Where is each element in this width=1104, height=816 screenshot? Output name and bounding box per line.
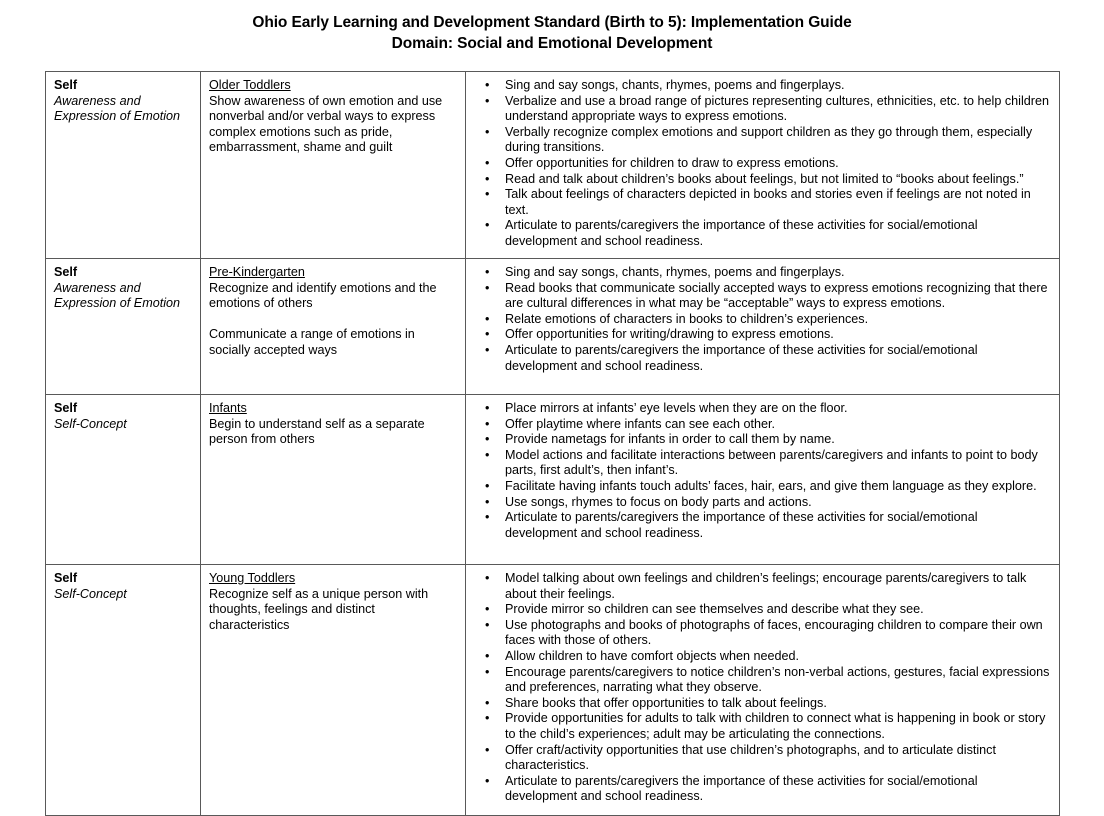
bullet-icon: •: [485, 695, 490, 710]
list-item: [474, 774, 1052, 805]
strategy-text: Offer craft/activity opportunities that use children’s photographs, and to articulate distinct characteristics.: [505, 742, 996, 773]
page-title: [0, 0, 1104, 54]
standard-description: Recognize self as a unique person with thoughts, feelings and distinct characteristics: [209, 586, 429, 632]
list-item: [474, 696, 1052, 712]
strategies-cell: [466, 565, 1060, 816]
list-item: [474, 156, 1052, 172]
list-item: [474, 401, 1052, 417]
strategy-text: Read books that communicate socially accepted ways to express emotions recognizing that there are cultural differences in what may be “acceptable” ways to express emotions.: [505, 280, 1048, 311]
strand-name: Self: [54, 571, 78, 585]
list-item: [474, 743, 1052, 774]
strategy-text: Model actions and facilitate interactions between parents/caregivers and infants to point to body parts, first adult’s, then infant’s.: [505, 447, 1038, 478]
strand-cell: [46, 259, 201, 395]
list-item: [474, 649, 1052, 665]
standard-cell: [201, 395, 466, 565]
list-item: [474, 618, 1052, 649]
strategies-cell: [466, 259, 1060, 395]
standards-table-body: [46, 72, 1060, 816]
substrand-name: Self-Concept: [54, 416, 127, 431]
bullet-icon: •: [485, 742, 490, 757]
strand-cell: [46, 395, 201, 565]
strand-cell: [46, 72, 201, 259]
strategy-text: Provide mirror so children can see themselves and describe what they see.: [505, 602, 924, 617]
strategy-text: Offer opportunities for children to draw to express emotions.: [505, 155, 839, 170]
table-row: [46, 395, 1060, 565]
list-item: [474, 479, 1052, 495]
strategy-text: Offer playtime where infants can see each other.: [505, 416, 775, 431]
bullet-icon: •: [485, 711, 490, 726]
substrand-name: Self-Concept: [54, 586, 127, 601]
strategy-text: Place mirrors at infants’ eye levels when they are on the floor.: [505, 401, 848, 415]
strategy-text: Talk about feelings of characters depicted in books and stories even if feelings are not noted in text.: [505, 187, 1031, 217]
strategy-text: Articulate to parents/caregivers the importance of these activities for social/emotional development and school readiness.: [505, 218, 978, 248]
bullet-icon: •: [485, 327, 490, 342]
bullet-icon: •: [485, 447, 490, 462]
bullet-icon: •: [485, 510, 490, 525]
standard-description: Communicate a range of emotions in socially accepted ways: [209, 327, 415, 357]
bullet-icon: •: [485, 478, 490, 493]
list-item: [474, 711, 1052, 742]
strategy-text: Articulate to parents/caregivers the importance of these activities for social/emotional development and school readiness.: [505, 773, 978, 804]
strategy-text: Facilitate having infants touch adults’ faces, hair, ears, and give them language as they explore.: [505, 478, 1037, 493]
bullet-icon: •: [485, 401, 490, 415]
strategy-text: Use photographs and books of photographs of faces, encouraging children to compare their own faces with those of others.: [505, 617, 1043, 648]
bullet-icon: •: [485, 218, 490, 233]
age-group-label: Older Toddlers: [209, 78, 291, 92]
list-item: [474, 327, 1052, 343]
age-group-label: Pre-Kindergarten: [209, 265, 305, 279]
list-item: [474, 665, 1052, 696]
strategy-text: Model talking about own feelings and children’s feelings; encourage parents/caregivers to talk about their feelings.: [505, 571, 1027, 601]
standards-table-container: [45, 71, 1059, 816]
standard-cell: [201, 72, 466, 259]
list-item: [474, 448, 1052, 479]
standard-description: Recognize and identify emotions and the emotions of others: [209, 280, 437, 311]
strategy-text: Verbalize and use a broad range of pictures representing cultures, ethnicities, etc. to help children understand appropriate ways to express emotions.: [505, 93, 1049, 124]
page-title-line-2: Domain: Social and Emotional Development: [391, 35, 713, 52]
bullet-icon: •: [485, 664, 490, 679]
list-item: [474, 172, 1052, 188]
strategies-list: [474, 401, 1052, 541]
substrand-name: Awareness and Expression of Emotion: [54, 93, 180, 124]
list-item: [474, 417, 1052, 433]
bullet-icon: •: [485, 773, 490, 788]
age-group-label: Young Toddlers: [209, 571, 296, 585]
strategy-text: Provide opportunities for adults to talk with children to connect what is happening in book or story to the child’s experiences; adult may be articulating the connections.: [505, 711, 1046, 741]
strategy-text: Sing and say songs, chants, rhymes, poems and fingerplays.: [505, 265, 845, 279]
substrand-name: Awareness and Expression of Emotion: [54, 280, 180, 311]
bullet-icon: •: [485, 602, 490, 617]
strategy-text: Verbally recognize complex emotions and support children as they go through them, especially during transitions.: [505, 124, 1033, 155]
strategies-cell: [466, 72, 1060, 259]
strategy-text: Provide nametags for infants in order to call them by name.: [505, 432, 835, 447]
strategy-text: Encourage parents/caregivers to notice children’s non-verbal actions, gestures, facial expressions and preferences, narrating what they observe.: [505, 664, 1050, 695]
bullet-icon: •: [485, 342, 490, 357]
list-item: [474, 218, 1052, 249]
bullet-icon: •: [485, 93, 490, 108]
bullet-icon: •: [485, 311, 490, 326]
strategy-text: Share books that offer opportunities to talk about feelings.: [505, 695, 827, 710]
strategy-text: Use songs, rhymes to focus on body parts and actions.: [505, 494, 812, 509]
list-item: [474, 94, 1052, 125]
bullet-icon: •: [485, 571, 490, 585]
list-item: [474, 510, 1052, 541]
bullet-icon: •: [485, 494, 490, 509]
table-row: [46, 72, 1060, 259]
bullet-icon: •: [485, 432, 490, 447]
age-group-label: Infants: [209, 401, 247, 415]
strategy-text: Sing and say songs, chants, rhymes, poems and fingerplays.: [505, 78, 845, 92]
bullet-icon: •: [485, 155, 490, 170]
table-row: [46, 259, 1060, 395]
bullet-icon: •: [485, 265, 490, 279]
strategy-text: Articulate to parents/caregivers the importance of these activities for social/emotional development and school readiness.: [505, 342, 978, 373]
standards-table: [45, 71, 1060, 816]
bullet-icon: •: [485, 171, 490, 186]
strategies-list: [474, 571, 1052, 805]
list-item: [474, 281, 1052, 312]
list-item: [474, 602, 1052, 618]
list-item: [474, 125, 1052, 156]
bullet-icon: •: [485, 617, 490, 632]
list-item: [474, 495, 1052, 511]
strand-cell: [46, 565, 201, 816]
list-item: [474, 78, 1052, 94]
standard-description: Show awareness of own emotion and use nonverbal and/or verbal ways to express complex emotions such as pride, embarrassment, shame and guilt: [209, 93, 443, 155]
strand-name: Self: [54, 78, 78, 92]
strategy-text: Read and talk about children’s books about feelings, but not limited to “books about feelings.”: [505, 171, 1024, 186]
page-title-line-1: Ohio Early Learning and Development Standard (Birth to 5): Implementation Guide: [252, 14, 852, 31]
list-item: [474, 312, 1052, 328]
bullet-icon: •: [485, 280, 490, 295]
list-item: [474, 432, 1052, 448]
strategy-text: Articulate to parents/caregivers the importance of these activities for social/emotional development and school readiness.: [505, 510, 978, 540]
list-item: [474, 265, 1052, 281]
strand-name: Self: [54, 265, 78, 279]
list-item: [474, 187, 1052, 218]
strategies-list: [474, 265, 1052, 374]
table-row: [46, 565, 1060, 816]
standard-cell: [201, 565, 466, 816]
list-item: [474, 343, 1052, 374]
strategy-text: Allow children to have comfort objects when needed.: [505, 648, 800, 663]
strategies-list: [474, 78, 1052, 250]
bullet-icon: •: [485, 124, 490, 139]
bullet-icon: •: [485, 78, 490, 92]
bullet-icon: •: [485, 648, 490, 663]
bullet-icon: •: [485, 187, 490, 202]
standard-cell: [201, 259, 466, 395]
strategy-text: Relate emotions of characters in books to children’s experiences.: [505, 311, 869, 326]
bullet-icon: •: [485, 416, 490, 431]
list-item: [474, 571, 1052, 602]
strand-name: Self: [54, 401, 78, 415]
strategy-text: Offer opportunities for writing/drawing to express emotions.: [505, 327, 834, 342]
standard-description: Begin to understand self as a separate person from others: [209, 416, 425, 447]
strategies-cell: [466, 395, 1060, 565]
